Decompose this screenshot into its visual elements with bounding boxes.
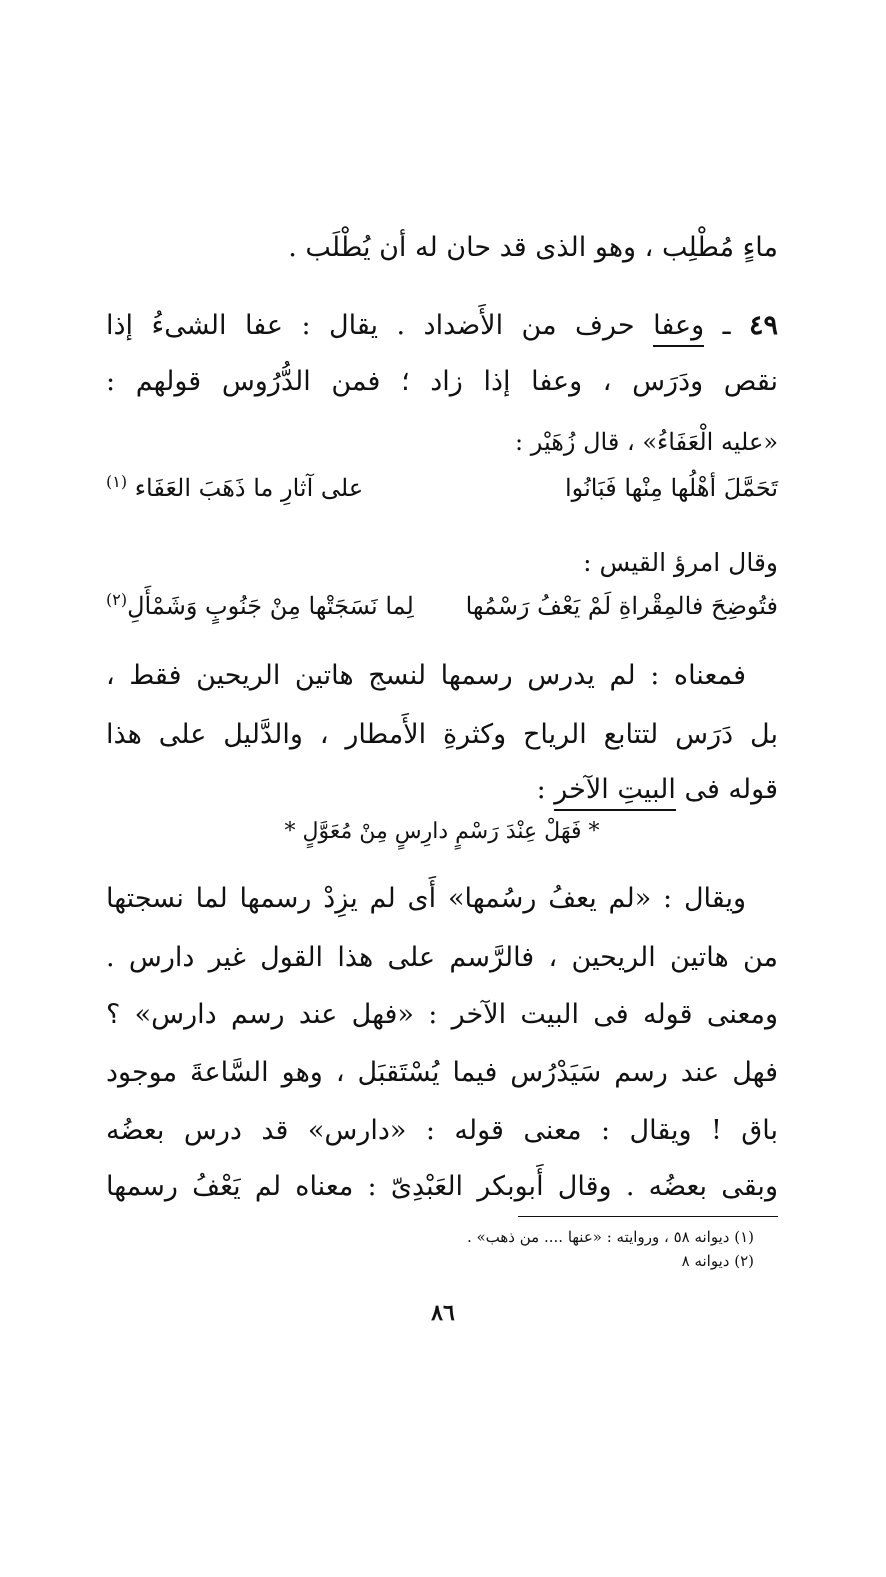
line-4-text: «عليه الْعَفَاءُ» ، قال زُهَيْر :: [515, 428, 778, 456]
text-line-13: [106, 938, 778, 978]
entry-number: ٤٩: [749, 310, 779, 341]
line-10-underlined: البيتِ الآخر: [554, 774, 676, 811]
entry-headword: وعفا: [653, 310, 704, 347]
line-15-text: فهل عند رسم سَيَدْرُس فيما يُسْتَقبَل ، وهو السَّاعةَ موجود: [106, 1057, 778, 1088]
line-14-text: ومعنى قوله فى البيت الآخر : «فهل عند رسم دارس» ؟: [106, 999, 778, 1030]
verse-imru-al-qays: [106, 588, 778, 624]
text-line-1: [106, 228, 778, 268]
line-13-text: من هاتين الريحين ، فالرَّسم على هذا القول غير دارس .: [106, 942, 778, 973]
footnote-1-text: (١) ديوانه ٥٨ ، وروايته : «عنها .... من ذهب» .: [466, 1228, 754, 1246]
footnote-ref-1: (١): [106, 472, 128, 491]
entry-dash: ـ: [704, 310, 749, 341]
line-8-text: فمعناه : لم يدرس رسمها لنسج هاتين الريحين فقط ،: [106, 660, 746, 691]
verse-imru-second-half: [106, 588, 414, 624]
line-2-rest: حرف من الأَضداد . يقال : عفا الشىءُ إذا: [106, 310, 654, 341]
line-17-text: وبقى بعضُه . وقال أَبوبكر العَبْدِىّ : معناه لم يَعْفُ رسمها: [106, 1171, 778, 1202]
verse-zuhayr: [106, 470, 778, 506]
line-16-text: باق ! ويقال : معنى قوله : «دارس» قد درس بعضُه: [106, 1115, 778, 1146]
footnote-separator: [518, 1216, 778, 1217]
text-line-2: [106, 306, 778, 346]
line-9-text: بل دَرَس لتتابع الرياح وكثرةِ الأَمطار ، والدَّليل على هذا: [106, 719, 778, 750]
half-verse: [106, 815, 778, 849]
page-number: [0, 1300, 886, 1326]
text-line-8: [106, 656, 746, 696]
footnote-1: [194, 1226, 754, 1248]
text-line-9: [106, 715, 778, 755]
verse-imru-second-half-text: لِما نَسَجَتْها مِنْ جَنُوبٍ وَشَمْأَلِ: [127, 592, 414, 620]
line-10-part-c: :: [536, 774, 555, 805]
verse-zuhayr-second-half-text: على آثارِ ما ذَهَبَ العَفَاء: [134, 474, 364, 502]
line-1-text: ماءٍ مُطْلِب ، وهو الذى قد حان له أن يُطْلَب .: [288, 232, 778, 263]
verse-zuhayr-second-half: [106, 470, 363, 506]
footnote-2: [194, 1250, 754, 1272]
line-3-text: نقص ودَرَس ، وعفا إذا زاد ؛ فمن الدُّرُوس قولهم :: [106, 366, 778, 397]
line-10-part-a: قوله فى: [675, 774, 778, 805]
line-6-text: وقال امرؤ القيس :: [583, 548, 778, 577]
footnote-2-text: (٢) ديوانه ٨: [681, 1252, 754, 1270]
page-number-text: ٨٦: [431, 1300, 455, 1326]
half-verse-text: * فَهَلْ عِنْدَ رَسْمٍ دارِسٍ مِنْ مُعَوَّلٍ *: [284, 819, 600, 844]
text-line-3: [106, 362, 778, 402]
text-line-12: [106, 879, 746, 919]
text-line-6: [106, 545, 778, 581]
line-12-text: ويقال : «لم يعفُ رسُمها» أَى لم يزِدْ رسمها لما نسجتها: [106, 883, 746, 914]
text-line-15: [106, 1053, 778, 1093]
text-line-16: [106, 1111, 778, 1151]
text-line-17: [106, 1167, 778, 1207]
footnote-ref-2: (٢): [106, 590, 128, 609]
text-line-10: [106, 770, 778, 810]
verse-imru-first-half: فتُوضِحَ فالمِقْراةِ لَمْ يَعْفُ رَسْمُها: [465, 592, 778, 620]
text-line-4: [106, 425, 778, 459]
text-line-14: [106, 995, 778, 1035]
verse-zuhayr-first-half: تَحَمَّلَ أهْلُها مِنْها فَبَانُوا: [565, 474, 778, 502]
